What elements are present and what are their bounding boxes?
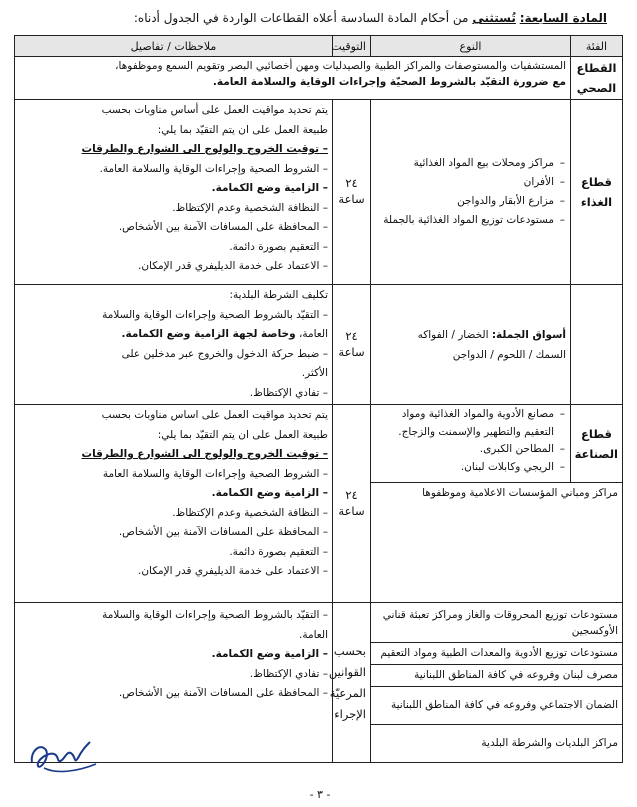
markets-note-1b: العامة، bbox=[298, 328, 328, 340]
header-timing: التوقيت bbox=[333, 36, 371, 57]
industry-note-1: – توقيت الخروج والولوج الى الشوارع والطرقات bbox=[19, 445, 328, 465]
others-note-1b: العامة. bbox=[299, 628, 328, 641]
markets-text-2: السمك / اللحوم / الدواجن bbox=[452, 348, 566, 361]
food-note-3: – الزامية وضع الكمامة. bbox=[19, 179, 328, 199]
row-fuel bbox=[15, 603, 623, 643]
industry-note-4: – النظافة الشخصية وعدم الإكتظاظ. bbox=[19, 504, 328, 524]
page-number: - ٣ - bbox=[309, 788, 331, 801]
food-item-4: – مستودعات توزيع المواد الغذائية بالجملة bbox=[375, 211, 554, 230]
header-type: النوع bbox=[371, 36, 571, 57]
row-health bbox=[15, 57, 623, 100]
food-item-3: – مزارع الأبقار والدواجن bbox=[375, 192, 554, 211]
nssf-text: الضمان الاجتماعي وفروعه في كافة المناطق اللبنانية bbox=[390, 699, 618, 711]
food-timing: ٢٤ ساعة bbox=[338, 176, 365, 206]
industry-item-2: – المطاحن الكبرى. bbox=[375, 441, 554, 459]
food-note-intro1: يتم تحديد مواقيت العمل على أساس مناوبات بحسب bbox=[101, 104, 328, 116]
excepted-word: تُستثنى bbox=[472, 11, 516, 25]
markets-timing: ٢٤ ساعة bbox=[338, 328, 365, 359]
others-note-2: – الزامية وضع الكمامة. bbox=[19, 645, 328, 665]
industry-note-intro2: طبيعة العمل على ان يتم التقيّد بما يلي: bbox=[157, 428, 328, 441]
industry-note-6: – التعقيم بصورة دائمة. bbox=[19, 543, 328, 563]
row-food bbox=[15, 100, 623, 285]
food-note-5: – المحافظة على المسافات الآمنة بين الأشخاص. bbox=[19, 218, 328, 238]
markets-note-3: – تفادي الإكتظاظ. bbox=[19, 384, 328, 404]
markets-label: أسواق الجملة: bbox=[491, 328, 566, 341]
industry-timing: ٢٤ ساعة bbox=[338, 487, 365, 518]
category-health: القطاع الصحي bbox=[576, 61, 617, 95]
markets-note-intro: تكليف الشرطة البلدية: bbox=[229, 289, 328, 301]
food-item-2: – الأفران bbox=[375, 173, 554, 192]
row-markets bbox=[15, 285, 623, 405]
bdl-text: مصرف لبنان وفروعه في كافة المناطق اللبنانية bbox=[414, 669, 618, 681]
exceptions-table bbox=[14, 35, 623, 763]
fuel-text: مستودعات توزيع المحروقات والغاز ومراكز تعبئة قناني الأوكسجين bbox=[382, 608, 618, 637]
header-category: الفئة bbox=[571, 36, 623, 57]
health-line-2: مع ضرورة التقيّد بالشروط الصحيّة وإجراءات الوقاية والسلامة العامة. bbox=[212, 76, 566, 88]
category-food: قطاع الغذاء bbox=[580, 175, 613, 209]
industry-note-2: – الشروط الصحية وإجراءات الوقاية والسلامة العامة bbox=[19, 465, 328, 485]
municipal-text: مراكز البلديات والشرطة البلدية bbox=[481, 737, 618, 749]
food-note-2: – الشروط الصحية وإجراءات الوقاية والسلامة العامة. bbox=[19, 160, 328, 180]
others-note-1: – التقيّد بالشروط الصحية وإجراءات الوقاية والسلامة bbox=[19, 606, 328, 626]
others-note-4: – المحافظة على المسافات الآمنة بين الأشخاص. bbox=[19, 684, 328, 704]
food-note-1: – توقيت الخروج والولوج الى الشوارع والطرقات bbox=[19, 140, 328, 160]
markets-note-2: – ضبط حركة الدخول والخروج عبر مدخلين على bbox=[19, 345, 328, 365]
food-note-4: – النظافة الشخصية وعدم الإكتظاظ. bbox=[19, 199, 328, 219]
industry-note-3: – الزامية وضع الكمامة. bbox=[19, 484, 328, 504]
category-industry: قطاع الصناعة bbox=[574, 426, 618, 461]
article-text: من أحكام المادة السادسة أعلاه القطاعات الواردة في الجدول أدناه: bbox=[133, 11, 469, 25]
markets-text: الخضار / الفواكه bbox=[417, 328, 489, 341]
food-note-6: – التعقيم بصورة دائمة. bbox=[19, 238, 328, 258]
industry-note-5: – المحافظة على المسافات الآمنة بين الأشخاص. bbox=[19, 523, 328, 543]
markets-note-1: – التقيّد بالشروط الصحية وإجراءات الوقاية والسلامة bbox=[19, 306, 328, 326]
row-industry bbox=[15, 405, 623, 483]
others-note-3: – تفادي الإكتظاظ. bbox=[19, 665, 328, 685]
food-note-7: – الاعتماد على خدمة الديليفري قدر الإمكان. bbox=[19, 257, 328, 277]
header-notes: ملاحظات / تفاصيل bbox=[15, 36, 333, 57]
health-line-1: المستشفيات والمستوصفات والمراكز الطبية والصيدليات ومهن أخصائيي البصر وتقويم السمع وموظفوها، bbox=[115, 60, 566, 72]
food-item-1: – مراكز ومحلات بيع المواد الغذائية bbox=[375, 154, 554, 173]
medicine-text: مستودعات توزيع الأدوية والمعدات الطبية ومواد التعقيم bbox=[380, 647, 618, 659]
markets-note-1c: وخاصة لجهة الزامية وضع الكمامة. bbox=[121, 328, 296, 340]
industry-item-3: – الريجي وكابلات لبنان. bbox=[375, 459, 554, 477]
article-label: المادة السابعة: bbox=[519, 11, 607, 25]
industry-item-1: – مصانع الأدوية والمواد الغذائية ومواد التعقيم والتطهير والإسمنت والزجاج. bbox=[375, 406, 554, 441]
others-timing: بحسب القوانين المرعيّة الإجراء bbox=[328, 643, 366, 721]
industry-note-intro1: يتم تحديد مواقيت العمل على اساس مناوبات بحسب bbox=[101, 409, 328, 421]
media-text: مراكز ومباني المؤسسات الاعلامية وموظفوها bbox=[422, 487, 618, 499]
industry-note-7: – الاعتماد على خدمة الديليفري قدر الإمكان. bbox=[19, 562, 328, 582]
signature bbox=[26, 728, 106, 778]
markets-note-2b: الأكثر. bbox=[301, 367, 328, 379]
article-heading bbox=[20, 10, 607, 26]
food-note-intro2: طبيعة العمل على ان يتم التقيّد بما يلي: bbox=[157, 123, 328, 136]
